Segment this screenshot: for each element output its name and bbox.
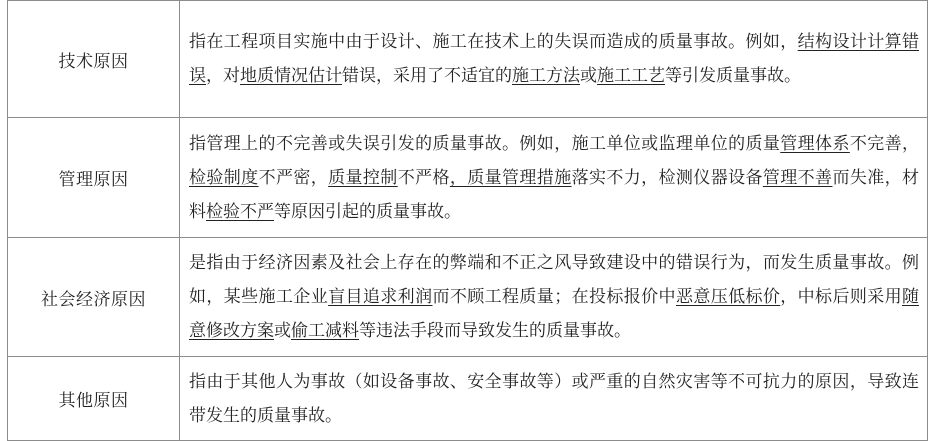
underlined-term: ，质量管理措施 <box>449 167 572 188</box>
underlined-term: 恶意压低标价 <box>675 287 781 307</box>
underlined-term: 检验不严 <box>206 201 274 222</box>
underlined-term: 施工方法 <box>512 66 580 86</box>
underlined-term: 盲目追求利润 <box>328 287 433 307</box>
text-segment: 而不顾工程质量；在投标报价中 <box>432 287 676 307</box>
text-segment: 落实不力，检测仪器设备 <box>571 167 763 188</box>
underlined-term: 管理不善 <box>762 167 833 188</box>
text-segment: 等违法手段而导致发生的质量事故。 <box>359 321 631 341</box>
underlined-term: 随意修改方案 <box>189 287 920 341</box>
underlined-term: 地质情况估计 <box>240 66 342 86</box>
text-segment: 或 <box>274 321 291 341</box>
text-segment: 等原因引起的质量事故。 <box>274 201 461 222</box>
text-segment: 指由于其他人为事故（如设备事故、安全事故等）或严重的自然灾害等不可抗力的原因，导致连带发生的质量事故。 <box>189 371 919 426</box>
underlined-term: 偷工减料 <box>291 321 359 341</box>
text-segment: 等引发质量事故。 <box>665 66 801 86</box>
text-segment: 或 <box>580 66 597 86</box>
category-cell: 社会经济原因 <box>8 238 180 357</box>
category-cell: 管理原因 <box>8 118 180 238</box>
underlined-term: 管理体系 <box>780 133 850 154</box>
text-segment: ，中标后则采用 <box>780 287 903 307</box>
underlined-term: 检验制度 <box>189 167 259 188</box>
text-segment: 是指由于经济因素及社会上存在的弊端和不正之风导致建设中的错误行为，而发生质量事故。例如，某些施工企业 <box>189 253 919 307</box>
description-cell <box>180 118 928 238</box>
description-cell <box>180 1 928 118</box>
underlined-term: 质量控制 <box>328 167 398 188</box>
underlined-term: 施工工艺 <box>597 66 665 86</box>
text-segment: 指管理上的不完善或失误引发的质量事故。例如，施工单位或监理单位的质量 <box>189 133 781 154</box>
text-segment: ，对 <box>206 66 240 86</box>
text-segment: 而失准，材料 <box>189 167 920 222</box>
table-row <box>8 1 928 118</box>
text-segment: 不完善， <box>849 133 920 154</box>
category-cell: 技术原因 <box>8 1 180 118</box>
underlined-term: 结构设计计算错误 <box>189 32 920 86</box>
table-row <box>8 357 928 441</box>
category-cell: 其他原因 <box>8 357 180 441</box>
cause-table <box>7 0 928 441</box>
text-segment: 不严格 <box>397 167 450 188</box>
description-cell <box>180 357 928 441</box>
text-segment: 错误，采用了不适宜的 <box>342 66 512 86</box>
table-row <box>8 238 928 357</box>
text-segment: 指在工程项目实施中由于设计、施工在技术上的失误而造成的质量事故。例如， <box>189 32 798 52</box>
text-segment: 不严密， <box>258 167 329 188</box>
table-row <box>8 118 928 238</box>
description-cell <box>180 238 928 357</box>
